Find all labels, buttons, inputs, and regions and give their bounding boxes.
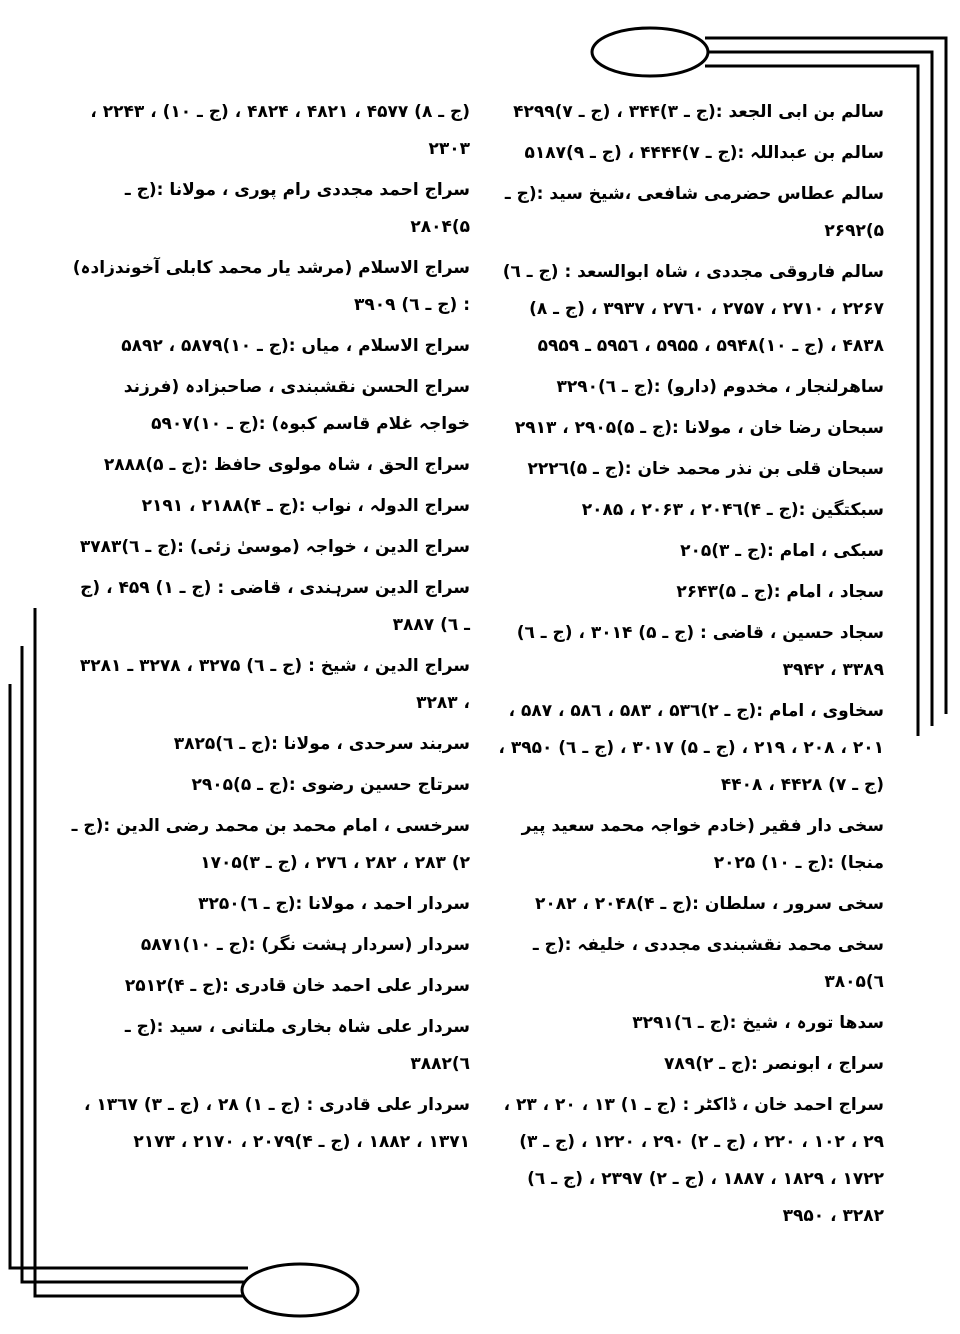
index-entry: سراج الدین سرہندی ، قاضی : (ج ـ ۱) ۴۵۹ ، (ج ـ ٦) ۳۸۸۷ [80,578,470,635]
index-entry: سراج احمد مجددی رام پوری ، مولانا :(ج ـ ۵)۲۸۰۴ [124,180,470,237]
index-entry: سراج الاسلام ، میاں :(ج ـ ۱۰)۵۸۷۹ ، ۵۸۹۲ [121,336,470,356]
top-ornament-oval [592,28,708,76]
index-entry: سالم بن عبداللہ :(ج ـ ۷)۴۴۴۴ ، (ج ـ ۹)۵۱۸۷ [524,143,884,163]
index-entry: سردار احمد ، مولانا :(ج ـ ٦)۳۲۵۰ [198,894,470,914]
index-entry: سبحان قلی بن نذر محمد خان :(ج ـ ۵)۲۲۲٦ [527,459,884,479]
index-entry: سخی سرور ، سلطان :(ج ـ ۴)۲۰۴۸ ، ۲۰۸۲ [534,894,884,914]
index-entry: سخی دار فقیر (خادم خواجہ محمد سعید پیر منجا) :(ج ـ ۱۰) ۲۰۲۵ [521,816,884,873]
index-entry: سخاوی ، امام :(ج ـ ۲)۵۳٦ ، ۵۸۳ ، ۵۸٦ ، ۵۸۷ ، ۲۰۱ ، ۲۰۸ ، ۲۱۹ ، (ج ـ ۵) ۳۰۱۷ ، (ج ـ ٦) ۳۹۵۰ ، (ج ـ ۷) ۴۴۲۸ ، ۴۴۰۸ [498,701,884,795]
index-entry: سراج احمد خان ، ڈاکٹر : (ج ـ ۱) ۱۳ ، ۲۰ ، ۲۳ ، ۲۹ ، ۱۰۲ ، ۲۲۰ ، (ج ـ ۲) ۲۹۰ ، ۱۲۲۰ ، (ج ـ ۳) ۱۷۲۲ ، ۱۸۲۹ ، ۱۸۸۷ ، (ج ـ ۲) ۲۳۹۷ ، (ج ـ ٦) ۳۲۸۲ ، ۳۹۵۰ [503,1095,884,1226]
index-entry: سراج الدولہ ، نواب :(ج ـ ۴)۲۱۸۸ ، ۲۱۹۱ [141,496,470,516]
index-entry: سالم فاروقی مجددی ، شاہ ابوالسعد : (ج ـ ٦) ۲۲۶۷ ، ۲۷۱۰ ، ۲۷۵۷ ، ۲۷٦۰ ، ۳۹۳۷ ، (ج ـ ۸) ۴۸۳۸ ، (ج ـ ۱۰)۵۹۴۸ ، ۵۹۵۵ ، ۵۹۵٦ ـ ۵۹۵۹ [502,262,884,356]
index-entry: سبحان رضا خان ، مولانا :(ج ـ ۵)۲۹۰۵ ، ۲۹۱۳ [514,418,884,438]
index-entry: سربند سرحدی ، مولانا :(ج ـ ٦)۳۸۲۵ [173,734,470,754]
index-entry: سردار علی شاہ بخاری ملتانی ، سید :(ج ـ ٦)۳۸۸۲ [124,1017,470,1074]
index-entry: سراج الدین ، شیخ : (ج ـ ٦) ۳۲۷۵ ، ۳۲۷۸ ـ ۳۲۸۱ ، ۳۲۸۳ [79,656,470,713]
index-entry: سردار علی احمد خان قادری :(ج ـ ۴)۲۵۱۲ [124,976,470,996]
index-entry: سراج الاسلام (مرشد یار محمد کابلی آخوندزادہ) : (ج ـ ٦) ۳۹۰۹ [72,258,470,315]
index-entry: سالم بن ابی الجعد :(ج ـ ۳)۳۴۴ ، (ج ـ ۷)۴۲۹۹ [513,102,884,122]
bottom-ornament-oval [242,1264,358,1316]
index-entry: سراج ، ابونصر :(ج ـ ۲)۷۸۹ [664,1054,884,1074]
index-entry: سراج الدین ، خواجہ (موسیٰ زئی) :(ج ـ ٦)۳۷۸۳ [79,537,470,557]
index-entry: سبکتگین :(ج ـ ۴)۲۰۴٦ ، ۲۰۶۳ ، ۲۰۸۵ [581,500,884,520]
index-entry: ساھرلنجار ، مخدوم (دارو) :(ج ـ ٦)۳۲۹۰ [556,377,884,397]
index-entry: سرخسی ، امام محمد بن محمد رضی الدین :(ج ـ ۲) ۲۸۳ ، ۲۸۲ ، ۲۷٦ ، (ج ـ ۳)۱۷۰۵ [71,816,470,873]
index-entry: سراج الحسن نقشبندی ، صاحبزادہ (فرزند خواجہ غلام قاسم کبوہ) :(ج ـ ۱۰)۵۹۰۷ [123,377,470,434]
index-column-left [70,94,470,1165]
index-entry: سبکی ، امام :(ج ـ ۳)۲۰۵ [680,541,884,561]
index-entry: سجاد ، امام :(ج ـ ۵)۲۶۴۳ [676,582,884,602]
index-entry: سدھا تورہ ، شیخ :(ج ـ ٦)۳۲۹۱ [632,1013,884,1033]
index-entry: سراج الحق ، شاہ مولوی حافظ :(ج ـ ۵)۲۸۸۸ [103,455,470,475]
index-entry: سالم عطاس حضرمی شافعی ،شیخ سید :(ج ـ ۵)۲۶۹۲ [504,184,884,241]
index-entry: سرتاج حسین رضوی :(ج ـ ۵)۲۹۰۵ [191,775,470,795]
index-column-right [494,94,884,1239]
index-entry: سردار علی قادری : (ج ـ ۱) ۲۸ ، (ج ـ ۳) ۱۳٦۷ ، ۱۳۷۱ ، ۱۸۸۲ ، (ج ـ ۴)۲۰۷۹ ، ۲۱۷۰ ، ۲۱۷۳ [84,1095,470,1152]
index-entry: سخی محمد نقشبندی مجددی ، خلیفہ :(ج ـ ٦)۳۸۰۵ [532,935,884,992]
index-entry: سجاد حسین ، قاضی : (ج ـ ۵) ۳۰۱۴ ، (ج ـ ٦) ۳۳۸۹ ، ۳۹۴۲ [516,623,884,680]
index-entry: (ج ـ ۸) ۴۵۷۷ ، ۴۸۲۱ ، ۴۸۲۴ ، (ج ـ ۱۰) ، ۲۲۴۳ ، ۲۳۰۳ [90,102,470,159]
index-entry: سردار (سردار ہشت نگر) :(ج ـ ۱۰)۵۸۷۱ [140,935,470,955]
